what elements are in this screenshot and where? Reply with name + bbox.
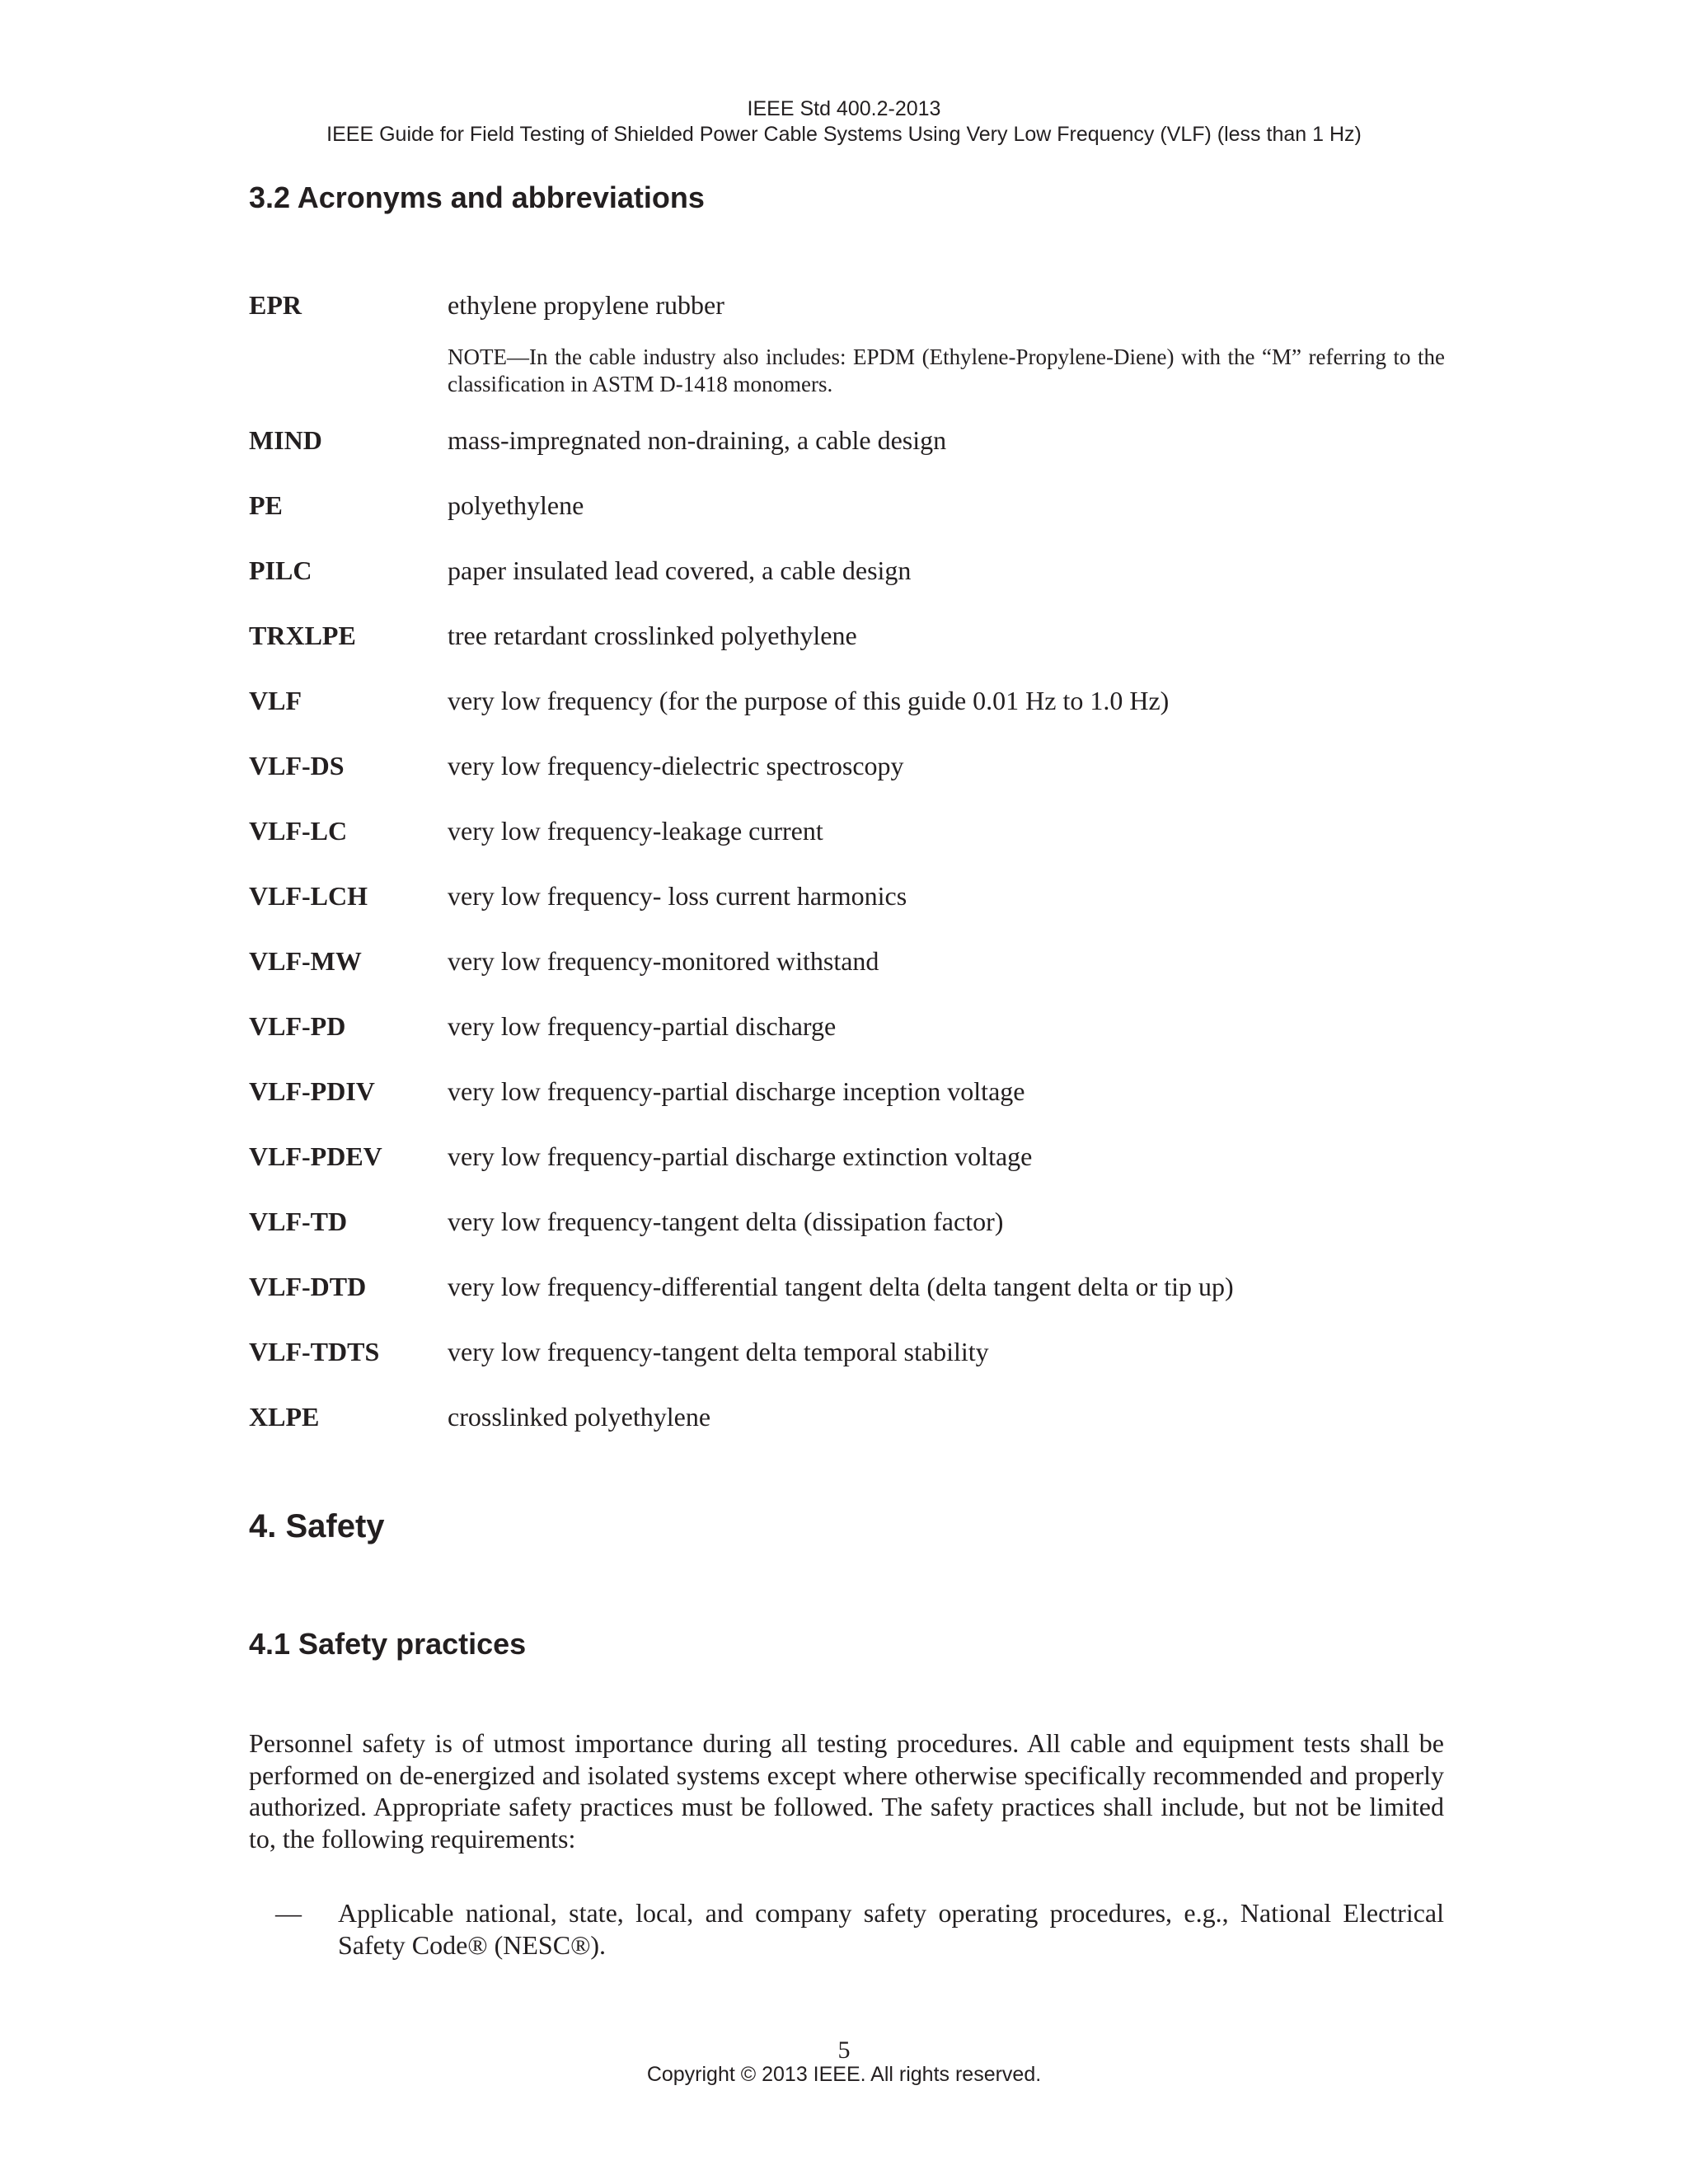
acronym-term: VLF-MW [249,946,362,976]
section-heading-4: 4. Safety [249,1508,385,1544]
acronym-term: EPR [249,290,302,320]
acronym-row [249,943,1444,1008]
acronym-definition: mass-impregnated non-draining, a cable design [448,425,947,455]
acronym-row [249,1008,1444,1073]
acronym-row [249,287,1444,352]
acronym-term: VLF-TDTS [249,1337,380,1366]
acronym-term: VLF-TD [249,1207,348,1236]
acronym-term: VLF-PDEV [249,1141,382,1171]
acronym-row [249,1333,1444,1399]
acronym-definition: very low frequency-partial discharge [448,1011,837,1041]
acronym-definition: very low frequency-monitored withstand [448,946,879,976]
acronym-term: MIND [249,425,322,455]
acronym-definition: very low frequency- loss current harmonics [448,881,907,911]
copyright-notice: Copyright © 2013 IEEE. All rights reserved. [646,2063,1042,2086]
acronym-term: XLPE [249,1402,320,1432]
acronym-term: VLF-DS [249,751,345,780]
acronym-definition: very low frequency-dielectric spectroscopy [448,751,904,780]
list-bullet: — [275,1898,302,1928]
acronym-term: VLF-DTD [249,1272,367,1301]
acronym-row [249,422,1444,487]
acronym-definition: very low frequency-tangent delta (dissipation factor) [448,1207,1004,1236]
acronym-row [249,682,1444,748]
acronym-row [249,748,1444,813]
acronym-row [249,1138,1444,1203]
acronym-definition: very low frequency-leakage current [448,816,823,846]
acronym-definition: polyethylene [448,490,584,520]
acronym-definition: very low frequency-partial discharge extinction voltage [448,1141,1033,1171]
safety-paragraph: Personnel safety is of utmost importance during all testing procedures. All cable and equipment tests shall be performed on de-energized and isolated systems except where otherwise specifically recommended and properly authorized. Appropriate safety practices must be followed. The safety practices shall include, but not be limited to, the following requirements: [249,1728,1444,1854]
acronym-row [249,1268,1444,1333]
acronym-row [249,1203,1444,1268]
section-heading-3-2: 3.2 Acronyms and abbreviations [249,180,705,214]
acronym-term: PILC [249,555,312,585]
acronym-definition: very low frequency (for the purpose of this guide 0.01 Hz to 1.0 Hz) [448,686,1170,715]
acronym-row [249,617,1444,682]
list-item [249,1897,1444,1961]
acronym-row [249,487,1444,552]
acronym-definition: very low frequency-partial discharge inception voltage [448,1076,1025,1106]
acronym-row [249,1399,1444,1464]
header-title: IEEE Guide for Field Testing of Shielded Power Cable Systems Using Very Low Frequency (VLF) (less than 1 Hz) [326,123,1362,146]
acronym-definition: tree retardant crosslinked polyethylene [448,621,857,650]
acronym-definition: paper insulated lead covered, a cable design [448,555,912,585]
acronym-term: VLF-PD [249,1011,346,1041]
list-item-text: Applicable national, state, local, and company safety operating procedures, e.g., National Electrical Safety Code® (NESC®). [338,1898,1444,1960]
acronym-term: VLF-LCH [249,881,368,911]
safety-requirements-list [249,1897,1444,1961]
acronym-row [249,813,1444,878]
acronym-definition: very low frequency-differential tangent delta (delta tangent delta or tip up) [448,1272,1234,1301]
acronym-list [249,287,1444,1464]
acronym-note: NOTE—In the cable industry also includes: EPDM (Ethylene-Propylene-Diene) with the “M” referring to the classification in ASTM D-1418 monomers. [448,344,1445,396]
page-number: 5 [837,2036,851,2064]
acronym-term: VLF [249,686,302,715]
acronym-term: VLF-PDIV [249,1076,375,1106]
acronym-definition: ethylene propylene rubber [448,290,724,320]
acronym-term: PE [249,490,283,520]
acronym-row [249,1073,1444,1138]
header-standard: IEEE Std 400.2-2013 [747,97,941,120]
section-heading-4-1: 4.1 Safety practices [249,1627,527,1661]
acronym-definition: very low frequency-tangent delta temporal stability [448,1337,989,1366]
acronym-row [249,878,1444,943]
acronym-definition: crosslinked polyethylene [448,1402,711,1432]
acronym-term: TRXLPE [249,621,356,650]
acronym-row [249,552,1444,617]
acronym-term: VLF-LC [249,816,348,846]
